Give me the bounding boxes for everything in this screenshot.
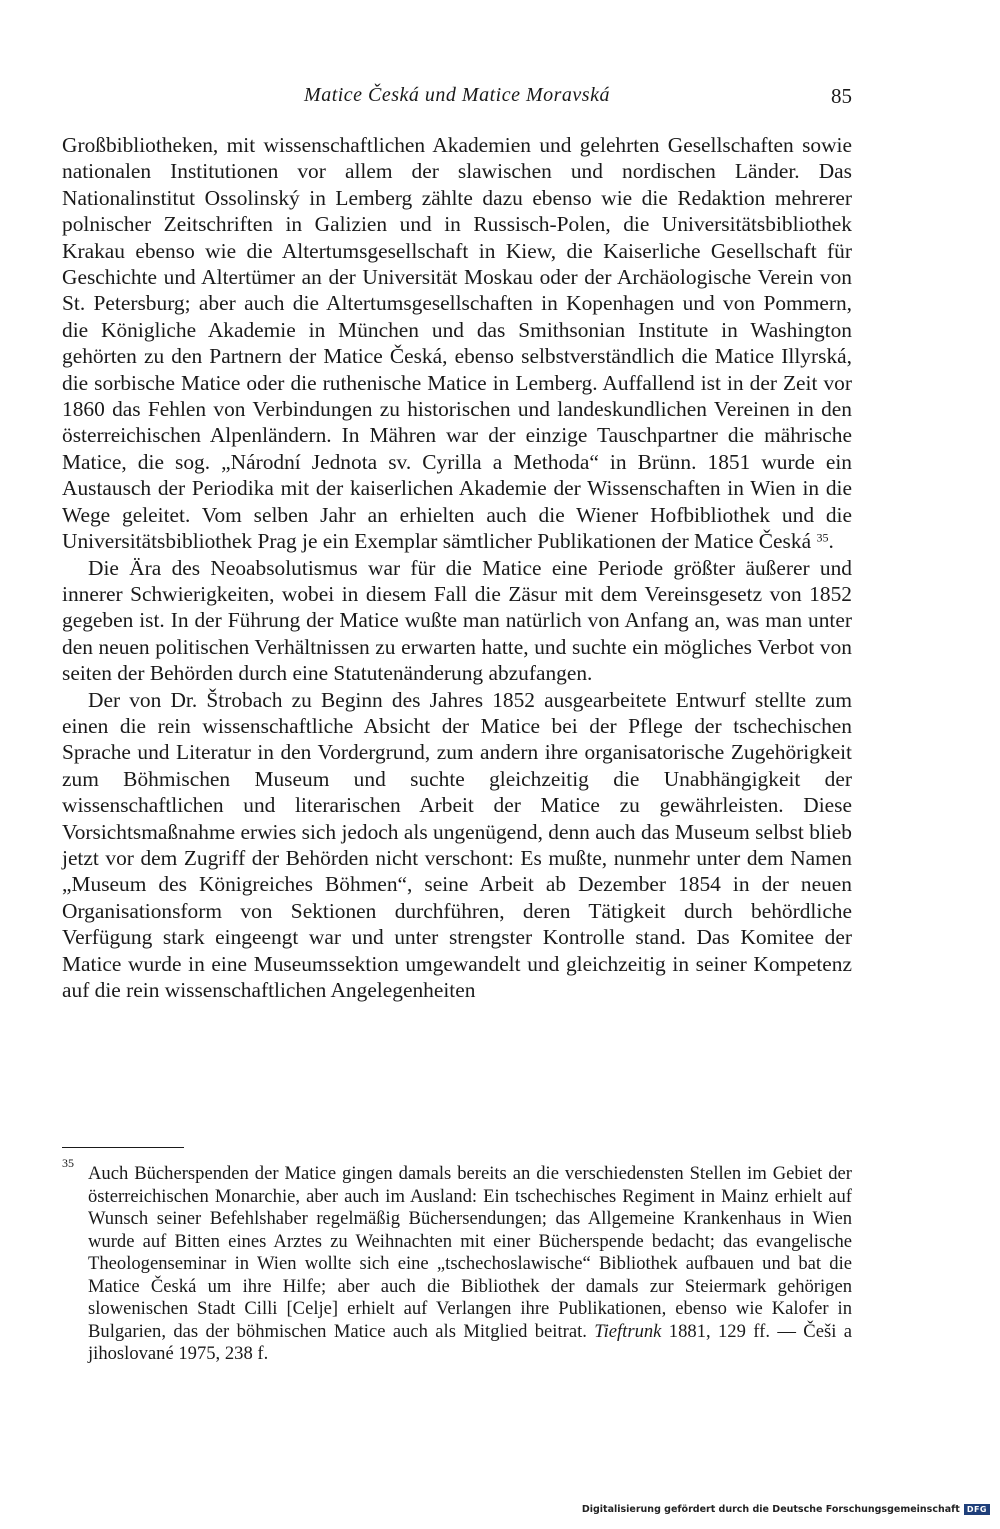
footnote-citation: 1881, 129 ff. — Češi a jihoslované 1975, 238 f. — [88, 1320, 852, 1364]
paragraph — [62, 132, 852, 555]
page-header — [62, 84, 852, 114]
footnote-reference: 35 — [816, 530, 829, 545]
paragraph: Die Ära des Neoabsolutismus war für die Matice eine Periode größter äußerer und innerer Schwierigkeiten, wobei in diesem Fall die Zäsur mit dem Vereinsgesetz von 1852 gegeben ist. In der Führung der Matice wußte man natürlich von Anfang an, was man unter den neuen politischen Verhältnissen zu erwarten hatte, und suchte ein mögliches Verbot von seiten der Behörden durch eine Statutenänderung abzufangen. — [62, 555, 852, 686]
footnote: 35 Auch Bücherspenden der Matice gingen damals bereits an die verschiedensten Stellen im Gebiet der österreichischen Monarchie, aber auch im Ausland: Ein tschechisches Regiment in Mainz erhielt auf Wunsch seiner Befehlshaber regelmäßig Büchersendungen; das Allgemeine Krankenhaus in Wien wurde auf Bitten eines Arztes zu Weihnachten mit einer Bücherspende bedacht; das evangelische Theologenseminar in Wien wollte sich eine „tschechoslawische“ Bibliothek aufbauen und bat die Matice Česká um ihre Hilfe; aber auch die Bibliothek der damals zur Steiermark gehörigen slowenischen Stadt Cilli [Celje] erhielt auf Verlangen ihre Publikationen, ebenso wie Kalofer in Bulgarien, das der böhmischen Matice auch als Mitglied beitrat. Tieftrunk 1881, 129 ff. — Češi a jihoslované 1975, 238 f. — [62, 1156, 852, 1364]
footnote-divider — [62, 1147, 184, 1148]
running-title: Matice Česká und Matice Moravská — [304, 84, 610, 106]
dfg-logo: DFG — [964, 1504, 990, 1515]
funding-note: Digitalisierung gefördert durch die Deutsche Forschungsgemeinschaft — [581, 1504, 960, 1515]
paragraph-end: . — [828, 529, 834, 554]
footnote-text: Auch Bücherspenden der Matice gingen damals bereits an die verschiedensten Stellen im Gebiet der österreichischen Monarchie, aber auch im Ausland: Ein tschechisches Regiment in Mainz erhielt auf Wunsch seiner Befehlshaber regelmäßig Büchersendungen; das Allgemeine Krankenhaus in Wien wurde auf Bitten eines Arztes zu Weihnachten mit einer Bücherspende bedacht; das evangelische Theologenseminar in Wien wollte sich eine „tschechoslawische“ Bibliothek aufbauen und bat die Matice Česká um ihre Hilfe; aber auch die Bibliothek der damals zur Steiermark gehörigen slowenischen Stadt Cilli [Celje] erhielt auf Verlangen ihre Publikationen, ebenso wie Kalofer in Bulgarien, das der böhmischen Matice auch als Mitglied beitrat. — [88, 1163, 852, 1342]
paragraph-text: Großbibliotheken, mit wissenschaftlichen Akademien und gelehrten Gesellschaften sowie nationalen Institutionen vor allem der slawischen und nordischen Länder. Das Nationalinstitut Ossolinský in Lemberg zählte dazu ebenso wie die Redaktion mehrerer polnischer Zeitschriften in Galizien und in Russisch-Polen, die Universitätsbibliothek Krakau ebenso wie die Altertumsgesellschaft in Kiew, die Kaiserliche Gesellschaft für Geschichte und Altertümer an der Universität Moskau oder der Archäologische Verein von St. Petersburg; aber auch die Altertumsgesellschaften in Kopenhagen und von Pommern, die Königliche Akademie in München und das Smithsonian Institute in Washington gehörten zu den Partnern der Matice Česká, ebenso selbstverständlich die Matice Illyrská, die sorbische Matice oder die ruthenische Matice in Lemberg. Auffallend ist in der Zeit vor 1860 das Fehlen von Verbindungen zu historischen und landeskundlichen Vereinen in den österreichischen Alpenländern. In Mähren war der einzige Tauschpartner die mährische Matice, die sog. „Národní Jednota sv. Cyrilla a Methoda“ in Brünn. 1851 wurde ein Austausch der Periodika mit der kaiserlichen Akademie der Wissenschaften in Wien in die Wege geleitet. Vom selben Jahr an erhielten auch die Wiener Hofbibliothek und die Universitätsbibliothek Prag je ein Exemplar sämtlicher Publikationen der Matice Česká — [62, 133, 852, 554]
footnotes — [62, 1156, 852, 1366]
main-text — [62, 132, 852, 1003]
page-number: 85 — [831, 84, 852, 108]
footnote-citation-author: Tieftrunk — [594, 1320, 662, 1342]
paragraph: Der von Dr. Štrobach zu Beginn des Jahres 1852 ausgearbeitete Entwurf stellte zum einen die rein wissenschaftliche Absicht der Matice bei der Pflege der tschechischen Sprache und Literatur in den Vordergrund, zum andern ihre organisatorische Zugehörigkeit zum Böhmischen Museum und suchte gleichzeitig die Unabhängigkeit der wissenschaftlichen und literarischen Arbeit der Matice zu gewährleisten. Diese Vorsichtsmaßnahme erwies sich jedoch als ungenügend, denn auch das Museum selbst blieb jetzt vor dem Zugriff der Behörden nicht verschont: Es mußte, nunmehr unter dem Namen „Museum des Königreiches Böhmen“, seine Arbeit ab Dezember 1854 in der neuen Organisationsform von Sektionen durchführen, deren Tätigkeit durch behördliche Verfügung stark eingeengt war und unter strengster Kontrolle stand. Das Komitee der Matice wurde in eine Museumssektion umgewandelt und gleichzeitig in seiner Kompetenz auf die rein wissenschaftlichen Angelegenheiten — [62, 687, 852, 1002]
digitization-footer — [582, 1504, 990, 1515]
